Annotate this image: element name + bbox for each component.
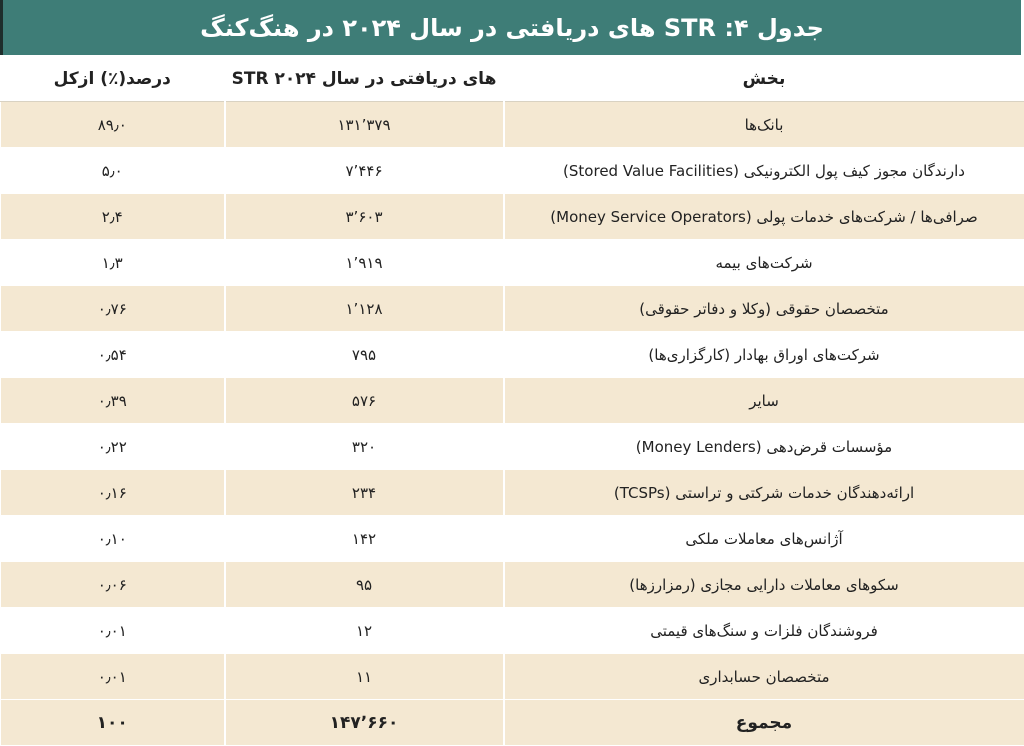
cell-sector: شرکت‌های بیمه	[504, 240, 1024, 286]
table-row	[1, 516, 1024, 562]
table-row	[1, 470, 1024, 516]
header-percent: درصد(٪) ازکل	[1, 56, 225, 102]
cell-str-count: ۳٬۶۰۳	[225, 194, 504, 240]
table-row	[1, 240, 1024, 286]
total-row	[1, 700, 1024, 746]
cell-sector: متخصصان حسابداری	[504, 654, 1024, 700]
table-row	[1, 286, 1024, 332]
table-row	[1, 194, 1024, 240]
cell-sector: ارائه‌دهندگان خدمات شرکتی و تراستی (TCSPs)	[504, 470, 1024, 516]
cell-sector: شرکت‌های اوراق بهادار (کارگزاری‌ها)	[504, 332, 1024, 378]
table-row	[1, 102, 1024, 148]
table-row	[1, 148, 1024, 194]
cell-percent: ۰٫۷۶	[1, 286, 225, 332]
table-row	[1, 332, 1024, 378]
cell-str-count: ۱۲	[225, 608, 504, 654]
table-row	[1, 378, 1024, 424]
table-row	[1, 608, 1024, 654]
cell-percent: ۰٫۱۶	[1, 470, 225, 516]
cell-sector: آژانس‌های معاملات ملکی	[504, 516, 1024, 562]
cell-percent: ۰٫۱۰	[1, 516, 225, 562]
cell-str-count: ۱۱	[225, 654, 504, 700]
cell-percent: ۱٫۳	[1, 240, 225, 286]
cell-percent: ۰٫۰۶	[1, 562, 225, 608]
cell-sector: مؤسسات قرض‌دهی (Money Lenders)	[504, 424, 1024, 470]
cell-str-count: ۱۳۱٬۳۷۹	[225, 102, 504, 148]
total-label: مجموع	[504, 700, 1024, 746]
table-row	[1, 424, 1024, 470]
cell-sector: متخصصان حقوقی (وکلا و دفاتر حقوقی)	[504, 286, 1024, 332]
cell-str-count: ۱٬۹۱۹	[225, 240, 504, 286]
header-str-count: STR های دریافتی در سال ۲۰۲۴	[225, 56, 504, 102]
header-sector: بخش	[504, 56, 1024, 102]
cell-sector: بانک‌ها	[504, 102, 1024, 148]
cell-str-count: ۷٬۴۴۶	[225, 148, 504, 194]
cell-sector: دارندگان مجوز کیف پول الکترونیکی (Stored Value Facilities)	[504, 148, 1024, 194]
cell-percent: ۰٫۲۲	[1, 424, 225, 470]
cell-percent: ۵٫۰	[1, 148, 225, 194]
cell-sector: سکوهای معاملات دارایی مجازی (رمزارزها)	[504, 562, 1024, 608]
cell-str-count: ۵۷۶	[225, 378, 504, 424]
str-table	[0, 55, 1024, 746]
table-row	[1, 562, 1024, 608]
table-header-row	[1, 56, 1024, 102]
cell-str-count: ۹۵	[225, 562, 504, 608]
cell-percent: ۰٫۰۱	[1, 608, 225, 654]
cell-percent: ۰٫۵۴	[1, 332, 225, 378]
cell-percent: ۲٫۴	[1, 194, 225, 240]
cell-str-count: ۲۳۴	[225, 470, 504, 516]
cell-percent: ۸۹٫۰	[1, 102, 225, 148]
cell-percent: ۰٫۳۹	[1, 378, 225, 424]
total-percent: ۱۰۰	[1, 700, 225, 746]
cell-str-count: ۳۲۰	[225, 424, 504, 470]
table-title: جدول ۴: STR های دریافتی در سال ۲۰۲۴ در هنگ‌کنگ	[0, 0, 1021, 55]
cell-str-count: ۱٬۱۲۸	[225, 286, 504, 332]
cell-percent: ۰٫۰۱	[1, 654, 225, 700]
cell-str-count: ۷۹۵	[225, 332, 504, 378]
cell-sector: سایر	[504, 378, 1024, 424]
total-str-count: ۱۴۷٬۶۶۰	[225, 700, 504, 746]
table-row	[1, 654, 1024, 700]
cell-sector: فروشندگان فلزات و سنگ‌های قیمتی	[504, 608, 1024, 654]
cell-sector: صرافی‌ها / شرکت‌های خدمات پولی (Money Service Operators)	[504, 194, 1024, 240]
cell-str-count: ۱۴۲	[225, 516, 504, 562]
